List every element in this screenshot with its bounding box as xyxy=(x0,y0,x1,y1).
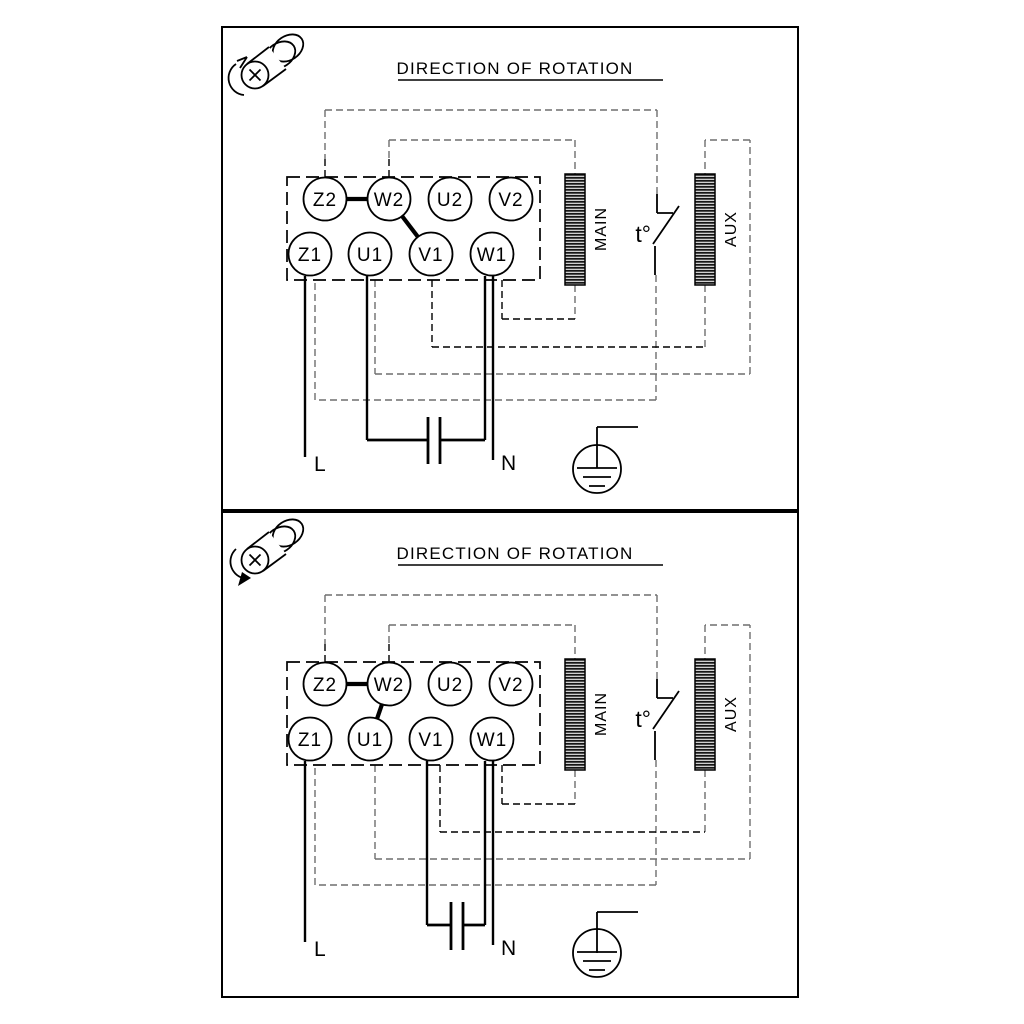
winding-coil xyxy=(565,174,585,285)
terminal-z2 xyxy=(304,178,347,221)
terminal-label: V2 xyxy=(498,675,524,696)
terminal-u1 xyxy=(349,233,392,276)
terminal-label: Z1 xyxy=(297,245,323,266)
terminal-label: U1 xyxy=(356,245,384,266)
terminal-u2 xyxy=(429,178,472,221)
terminal-v1 xyxy=(410,233,453,276)
thermal-switch-label: t° xyxy=(635,706,651,732)
terminal-u2 xyxy=(429,663,472,706)
terminal-label: V1 xyxy=(418,245,444,266)
panel-title: DIRECTION OF ROTATION xyxy=(396,59,634,78)
terminal-label: U2 xyxy=(436,675,464,696)
main-winding-label: MAIN xyxy=(593,207,610,251)
terminal-w1 xyxy=(471,718,514,761)
winding-coil xyxy=(695,659,715,770)
terminal-label: W2 xyxy=(373,675,405,696)
terminal-z2 xyxy=(304,663,347,706)
terminal-w2 xyxy=(368,178,411,221)
terminal-label: W1 xyxy=(476,245,508,266)
terminal-label: U1 xyxy=(356,730,384,751)
terminal-label: V2 xyxy=(498,190,524,211)
neutral-label: N xyxy=(501,452,517,475)
neutral-label: N xyxy=(501,937,517,960)
winding-coil xyxy=(565,659,585,770)
winding-coil xyxy=(695,174,715,285)
terminal-label: Z1 xyxy=(297,730,323,751)
terminal-v1 xyxy=(410,718,453,761)
terminal-label: V1 xyxy=(418,730,444,751)
terminal-v2 xyxy=(490,178,533,221)
terminal-w1 xyxy=(471,233,514,276)
terminal-label: U2 xyxy=(436,190,464,211)
line-label: L xyxy=(314,938,326,961)
terminal-label: Z2 xyxy=(312,675,338,696)
terminal-z1 xyxy=(289,718,332,761)
terminal-u1 xyxy=(349,718,392,761)
main-winding-label: MAIN xyxy=(593,692,610,736)
line-label: L xyxy=(314,453,326,476)
terminal-label: W2 xyxy=(373,190,405,211)
aux-winding-label: AUX xyxy=(723,696,740,732)
terminal-z1 xyxy=(289,233,332,276)
terminal-w2 xyxy=(368,663,411,706)
terminal-label: W1 xyxy=(476,730,508,751)
panel-title: DIRECTION OF ROTATION xyxy=(396,544,634,563)
aux-winding-label: AUX xyxy=(723,211,740,247)
panel-cw xyxy=(222,512,798,997)
terminal-label: Z2 xyxy=(312,190,338,211)
thermal-switch-label: t° xyxy=(635,221,651,247)
panel-ccw xyxy=(222,27,798,510)
terminal-v2 xyxy=(490,663,533,706)
